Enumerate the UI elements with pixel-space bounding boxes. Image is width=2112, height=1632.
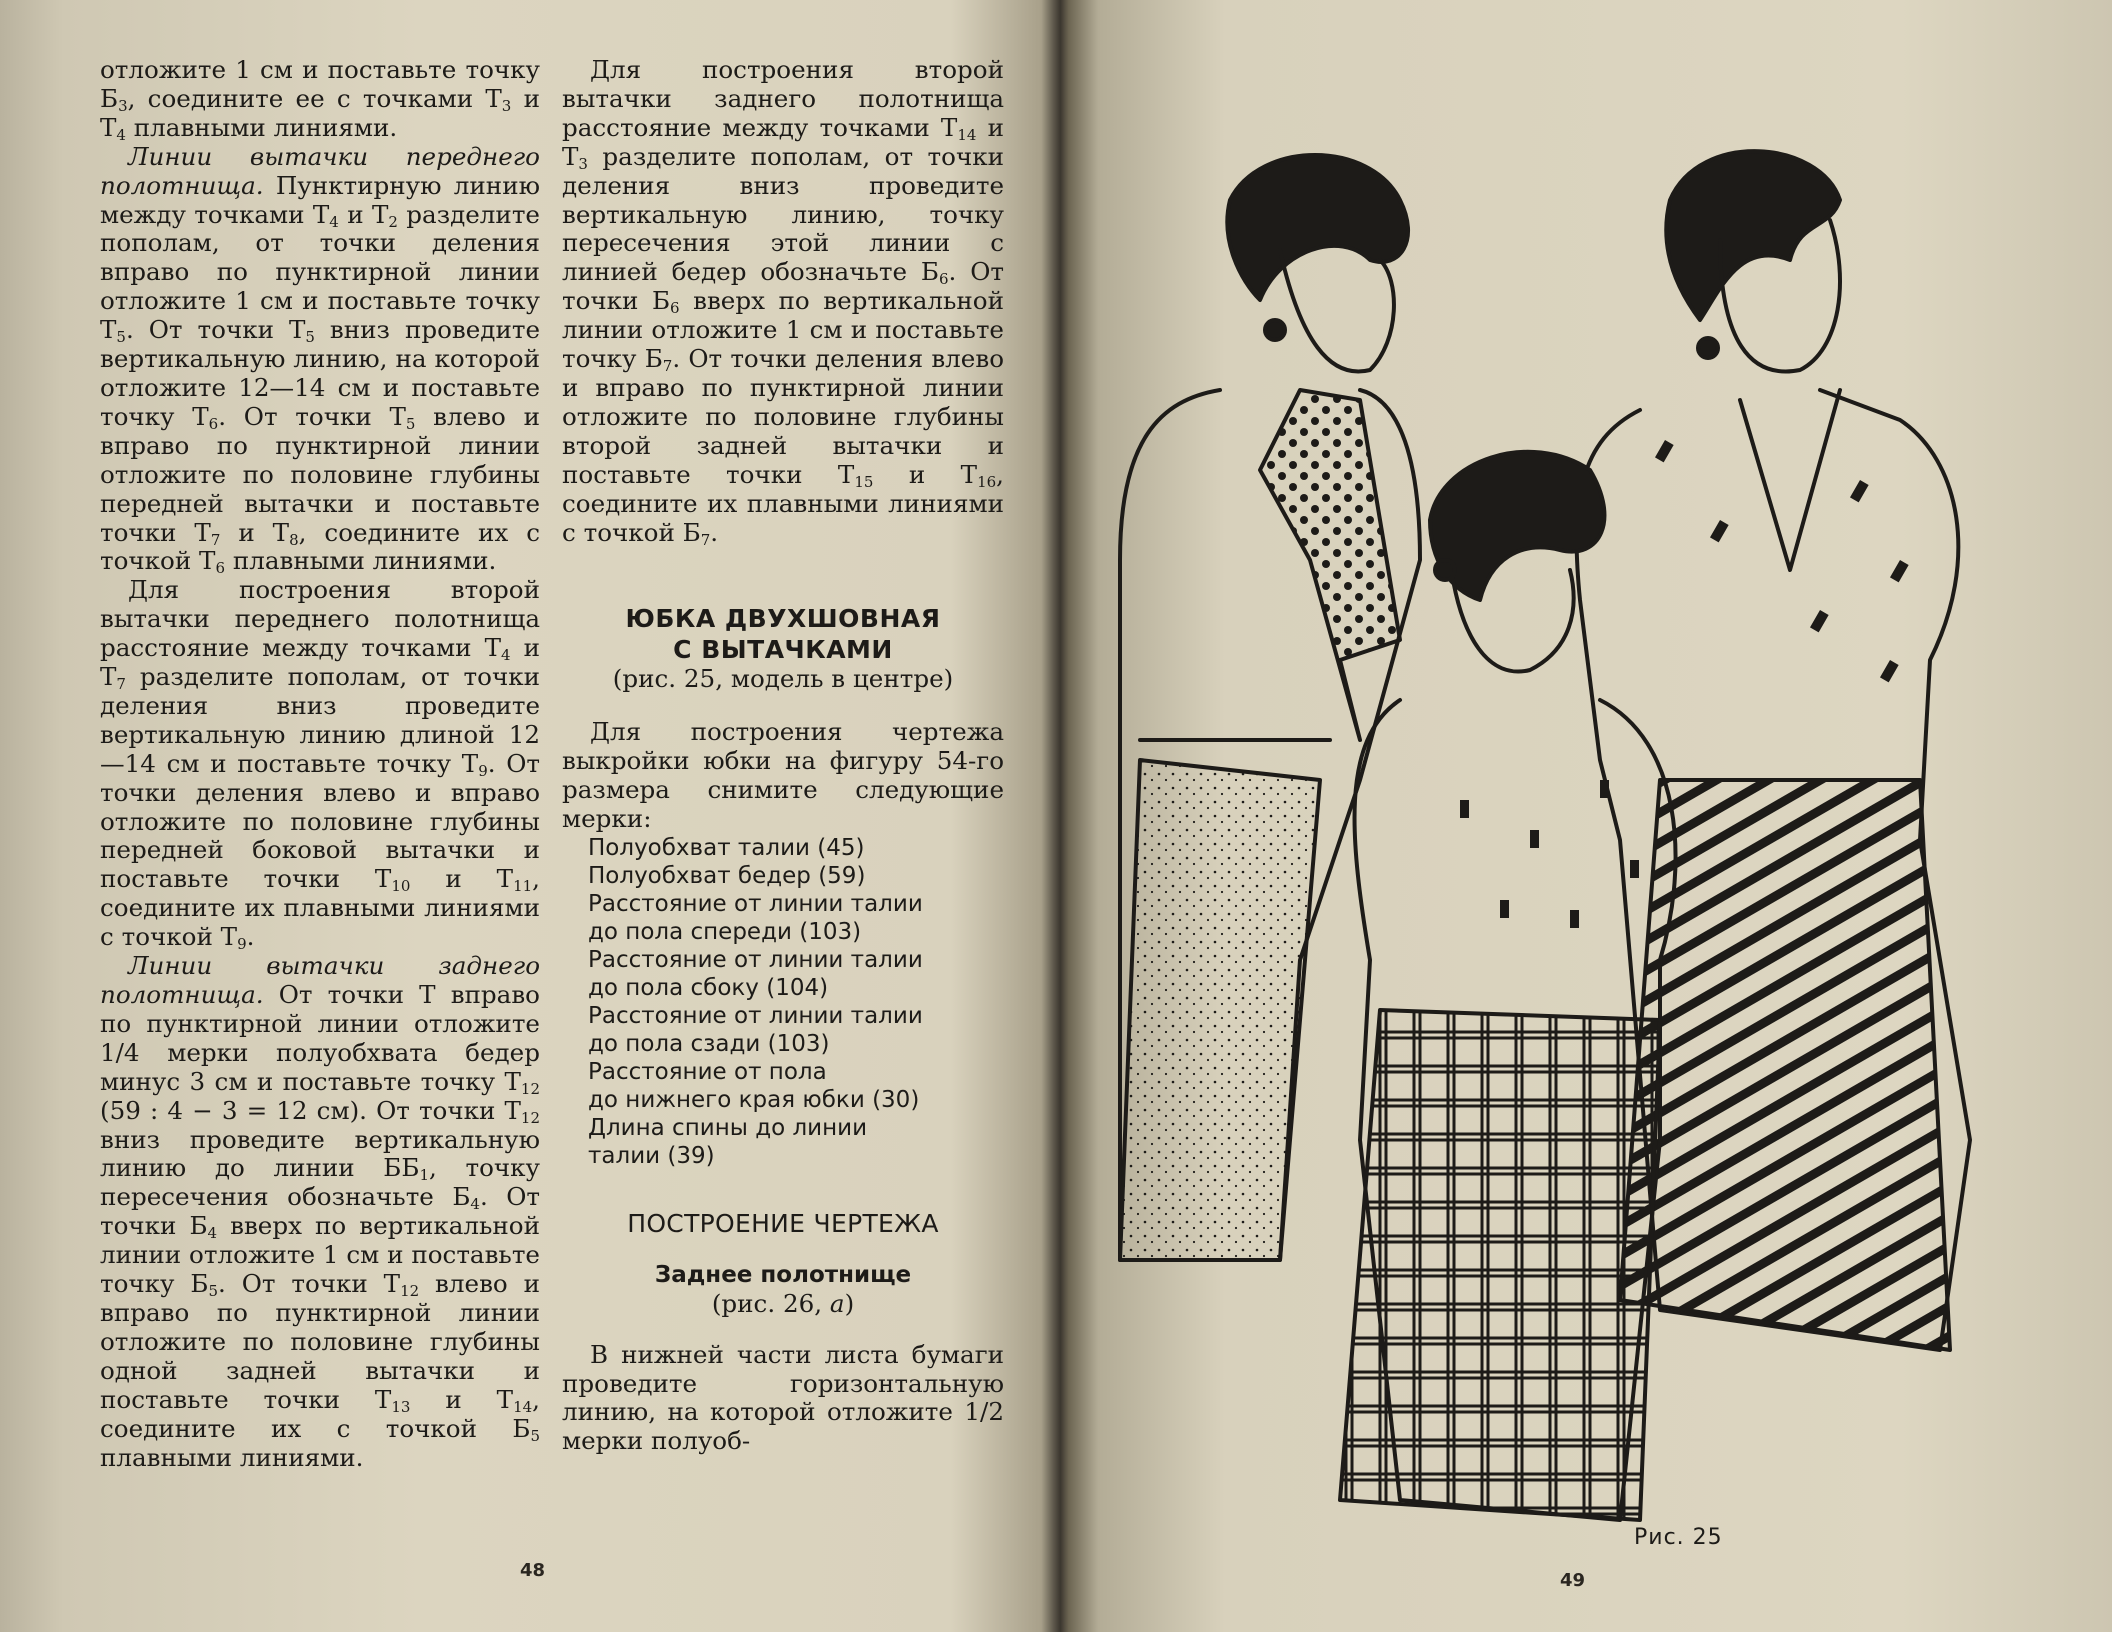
section-title: ЮБКА ДВУХШОВНАЯ [625, 604, 941, 634]
page-number-left: 48 [520, 1560, 546, 1581]
center-figure-skirt [1340, 1010, 1660, 1520]
left-column-1 [100, 56, 540, 1472]
right-figure-collar [1740, 390, 1840, 570]
measure-item: Полуобхват бедер (59) [588, 862, 866, 889]
right-figure-shirt-print [1655, 440, 1909, 682]
final-paragraph: В нижней части листа бумаги проведите горизонтальную линию, на которой отложите 1/2 мерки полуоб- [562, 1339, 1004, 1456]
left-figure-face [1280, 250, 1394, 372]
left-figure-scarf [1260, 390, 1400, 740]
measure-item: Расстояние от пола [588, 1058, 827, 1085]
page-number-right: 49 [1560, 1570, 1586, 1591]
measure-item: до пола спереди (103) [588, 918, 862, 945]
panel-subtitle: (рис. 26, а) [711, 1288, 855, 1318]
paragraph: отложите 1 см и поставьте точку $Б_3$, соедините ее с точками $Т_3$ и $Т_4$ плавными линиями. [100, 55, 540, 144]
paragraph: Линии вытачки заднего полотнища. От точки Т вправо по пунктирной линии отложите 1/4 мерки полуобхвата бедер минус 3 см и поставьте точку $Т_{12}$ (59 : 4 − 3 = 12 см). От точки $Т_{12}$ вниз проведите вертикальную линию до линии $ББ_1$, точку пересечения обозначьте $Б_4$. От точки $Б_4$ вверх по вертикальной линии отложите 1 см и поставьте точку $Б_5$. От точки $Т_{12}$ влево и вправо по пунктирной линии отложите по половине глубины одной задней вытачки и поставьте точки $Т_{13}$ и $Т_{14}$, соедините их с точкой $Б_5$ плавными линиями. [100, 951, 541, 1472]
figure-caption: Рис. 25 [1634, 1525, 1723, 1550]
measure-item: Расстояние от линии талии [588, 946, 923, 973]
right-figure-skirt [1620, 780, 1950, 1350]
measure-item: до пола сзади (103) [588, 1030, 830, 1057]
paragraph: Линии вытачки переднего полотнища. Пунктирную линию между точками $Т_4$ и $Т_2$ разделите пополам, от точки деления вправо по пунктирной линии отложите 1 см и поставьте точку $Т_5$. От точки $Т_5$ вниз проведите вертикальную линию, на которой отложите 12—14 см и поставьте точку $Т_6$. От точки $Т_5$ влево и вправо по пунктирной линии отложите по половине глубины передней вытачки и поставьте точки $Т_7$ и $Т_8$, соедините их с точкой $Т_6$ плавными линиями. [100, 141, 540, 578]
section-subtitle: (рис. 25, модель в центре) [612, 664, 954, 694]
measure-item: до пола сбоку (104) [588, 974, 829, 1001]
left-column-2 [562, 56, 1004, 1456]
panel-title: Заднее полотнище [654, 1261, 912, 1288]
construction-title: ПОСТРОЕНИЕ ЧЕРТЕЖА [627, 1208, 939, 1238]
right-figure-hair [1666, 151, 1840, 320]
measure-item: Длина спины до линии [588, 1114, 868, 1141]
fashion-illustration [1100, 140, 2070, 1530]
measure-item: Полуобхват талии (45) [588, 834, 865, 861]
intro-paragraph: Для построения чертежа выкройки юбки на фигуру 54-го размера снимите следующие мерки: [562, 717, 1004, 834]
paragraph: Для построения второй вытачки переднего полотнища расстояние между точками $Т_4$ и $Т_7$ разделите пополам, от точки деления вниз проведите вертикальную линию длиной 12—14 см и поставьте точку $Т_9$. От точки деления влево и вправо отложите по половине глубины передней боковой вытачки и поставьте точки $Т_{10}$ и $Т_{11}$, соедините их плавными линиями с точкой $Т_9$. [100, 575, 541, 954]
measure-list [562, 834, 1004, 1170]
section-title-line2: С ВЫТАЧКАМИ [673, 635, 893, 665]
left-figure-skirt [1120, 760, 1320, 1260]
left-figure-hair [1227, 155, 1408, 300]
paragraph: Для построения второй вытачки заднего полотнища расстояние между точками $Т_{14}$ и $Т_3$ разделите пополам, от точки деления вниз проведите вертикальную линию, точку пересечения этой линии с линией бедер обозначьте $Б_6$. От точки $Б_6$ вверх по вертикальной линии отложите 1 см и поставьте точку $Б_7$. От точки деления влево и вправо по пунктирной линии отложите по половине глубины второй задней вытачки и поставьте точки $Т_{15}$ и $Т_{16}$, соедините их плавными линиями с точкой $Б_7$. [562, 55, 1005, 549]
measure-item: Расстояние от линии талии [588, 890, 923, 917]
measure-item: талии (39) [588, 1142, 715, 1169]
measure-item: до нижнего края юбки (30) [588, 1086, 920, 1113]
measure-item: Расстояние от линии талии [588, 1002, 923, 1029]
